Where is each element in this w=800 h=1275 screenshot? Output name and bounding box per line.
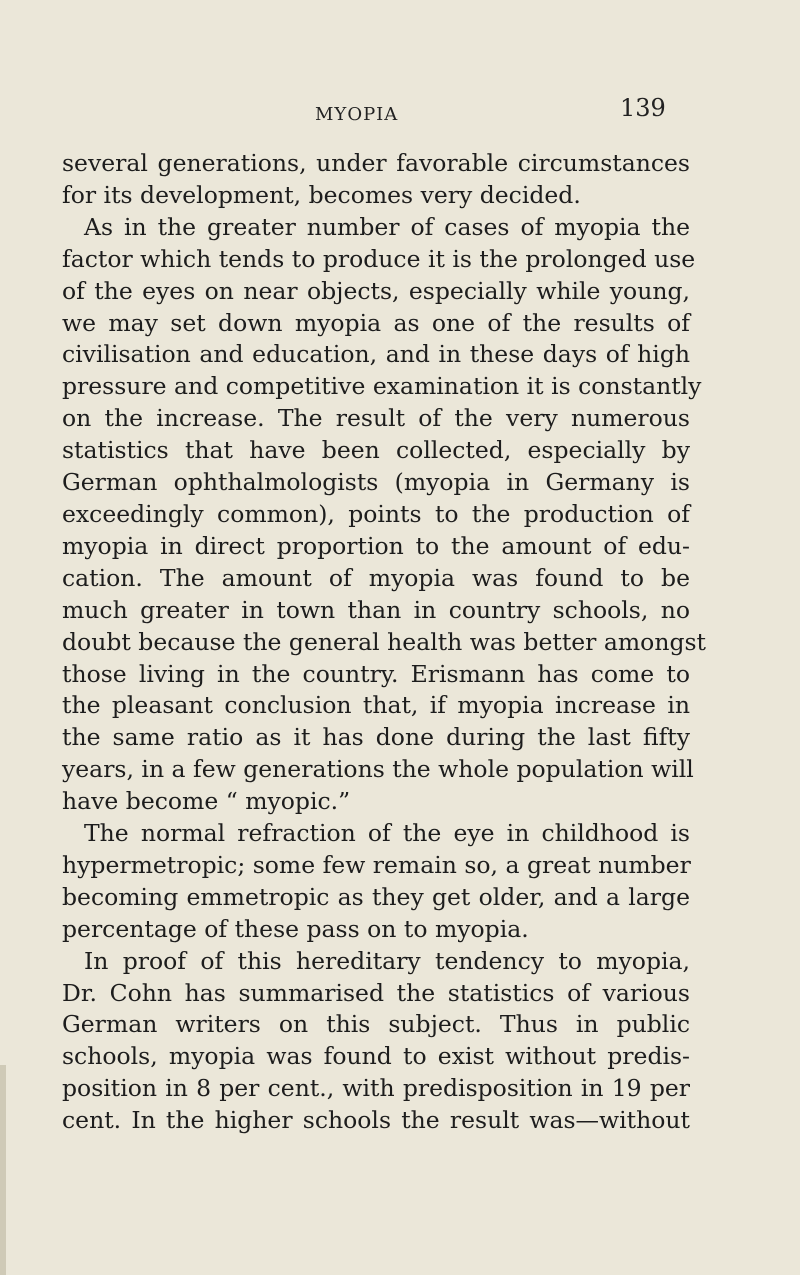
text-line: exceedingly common), points to the production of [62, 499, 690, 528]
text-line: myopia in direct proportion to the amount of edu- [62, 531, 690, 560]
text-line: As in the greater number of cases of myopia the [84, 212, 690, 241]
text-line: Dr. Cohn has summarised the statistics of various [62, 978, 690, 1007]
text-line: factor which tends to produce it is the prolonged use [62, 244, 696, 273]
text-line: the pleasant conclusion that, if myopia increase in [62, 691, 690, 720]
text-line: those living in the country. Erismann has come to [62, 659, 690, 688]
text-line: In proof of this hereditary tendency to myopia, [84, 946, 690, 975]
running-head: MYOPIA [315, 104, 399, 125]
body-text [62, 148, 707, 1137]
text-line: several generations, under favorable circumstances [62, 149, 690, 177]
text-line: German ophthalmologists (myopia in Germany is [62, 468, 690, 497]
text-line: of the eyes on near objects, especially while young, [62, 276, 690, 305]
binding-edge [0, 1065, 6, 1275]
text-line: The normal refraction of the eye in childhood is [84, 819, 690, 848]
text-line: hypermetropic; some few remain so, a great number [62, 850, 691, 879]
page-header [0, 94, 800, 134]
page-number: 139 [620, 94, 666, 122]
text-line: on the increase. The result of the very numerous [62, 404, 690, 433]
text-line: German writers on this subject. Thus in public [62, 1010, 690, 1039]
text-line: percentage of these pass on to myopia. [62, 914, 529, 943]
text-line: doubt because the general health was better amongst [62, 627, 707, 656]
text-line: have become “ myopic.” [62, 787, 351, 816]
text-line: we may set down myopia as one of the results of [62, 308, 690, 337]
text-line: becoming emmetropic as they get older, and a large [62, 882, 690, 911]
text-line: cation. The amount of myopia was found to be [62, 563, 690, 592]
text-line: for its development, becomes very decided. [62, 180, 581, 209]
text-line: cent. In the higher schools the result was—without [62, 1106, 690, 1135]
text-line: much greater in town than in country schools, no [62, 595, 690, 624]
text-line: the same ratio as it has done during the last fifty [62, 723, 690, 752]
text-line: position in 8 per cent., with predisposition in 19 per [62, 1074, 690, 1103]
text-line: statistics that have been collected, especially by [62, 436, 690, 465]
text-line: pressure and competitive examination it is constantly [62, 372, 702, 401]
text-line: years, in a few generations the whole population will [62, 755, 694, 784]
text-line: civilisation and education, and in these days of high [62, 340, 690, 369]
text-line: schools, myopia was found to exist without predis- [62, 1042, 690, 1071]
